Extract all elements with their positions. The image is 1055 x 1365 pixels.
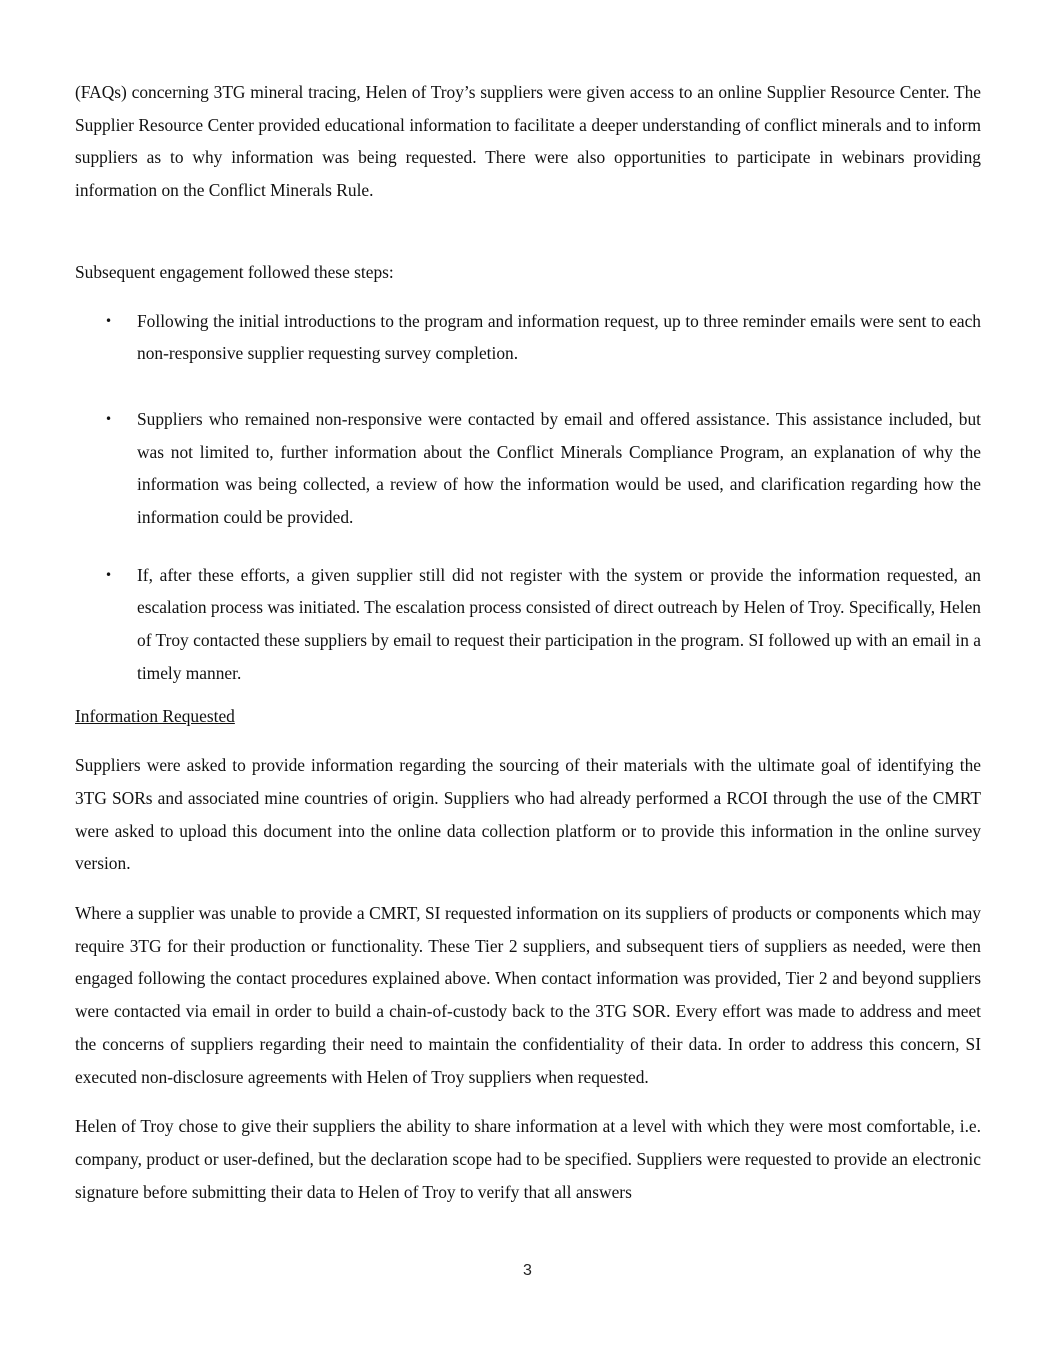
engagement-steps-list (75, 305, 981, 690)
bullet-icon: • (105, 567, 113, 582)
steps-lead-text: Subsequent engagement followed these steps: (75, 261, 394, 282)
list-item (75, 403, 981, 534)
section-paragraph: Helen of Troy chose to give their suppliers the ability to share information at a level with which they were most comfortable, i.e. company, product or user-defined, but the declaration scope had to be specified. Suppliers were requested to provide an electronic signature before submitting their data to Helen of Troy to verify that all answers (75, 1116, 981, 1202)
section-heading: Information Requested (75, 705, 235, 726)
step-text: Following the initial introductions to the program and information request, up to three reminder emails were sent to each non-responsive supplier requesting survey completion. (137, 310, 981, 364)
page-number: 3 (523, 1262, 532, 1279)
section-paragraph: Suppliers were asked to provide information regarding the sourcing of their materials with the ultimate goal of identifying the 3TG SORs and associated mine countries of origin. Suppliers who had already performed a RCOI through the use of the CMRT were asked to upload this document into the online data collection platform or to provide this information in the online survey version. (75, 755, 981, 874)
document-body (75, 76, 981, 1225)
list-item (75, 305, 981, 370)
bullet-icon: • (105, 313, 113, 328)
list-item (75, 559, 981, 690)
intro-paragraph: (FAQs) concerning 3TG mineral tracing, Helen of Troy’s suppliers were given access to an online Supplier Resource Center. The Supplier Resource Center provided educational information to facilitate a deeper understanding of conflict minerals and to inform suppliers as to why information was being requested. There were also opportunities to participate in webinars providing information on the Conflict Minerals Rule. (75, 82, 981, 201)
section-paragraph: Where a supplier was unable to provide a CMRT, SI requested information on its suppliers of products or components which may require 3TG for their production or functionality. These Tier 2 suppliers, and subsequent tiers of suppliers as needed, were then engaged following the contact procedures explained above. When contact information was provided, Tier 2 and beyond suppliers were contacted via email in order to build a chain-of-custody back to the 3TG SOR. Every effort was made to address and meet the concerns of suppliers regarding their need to maintain the confidentiality of their data. In order to address this concern, SI executed non-disclosure agreements with Helen of Troy suppliers when requested. (75, 903, 981, 1087)
step-text: Suppliers who remained non-responsive were contacted by email and offered assistance. This assistance included, but was not limited to, further information about the Conflict Minerals Compliance Program, an explanation of why the information was being collected, a review of how the information would be used, and clarification regarding how the information could be provided. (137, 408, 981, 528)
bullet-icon: • (105, 411, 113, 426)
step-text: If, after these efforts, a given supplier still did not register with the system or provide the information requested, an escalation process was initiated. The escalation process consisted of direct outreach by Helen of Troy. Specifically, Helen of Troy contacted these suppliers by email to request their participation in the program. SI followed up with an email in a timely manner. (137, 564, 981, 683)
